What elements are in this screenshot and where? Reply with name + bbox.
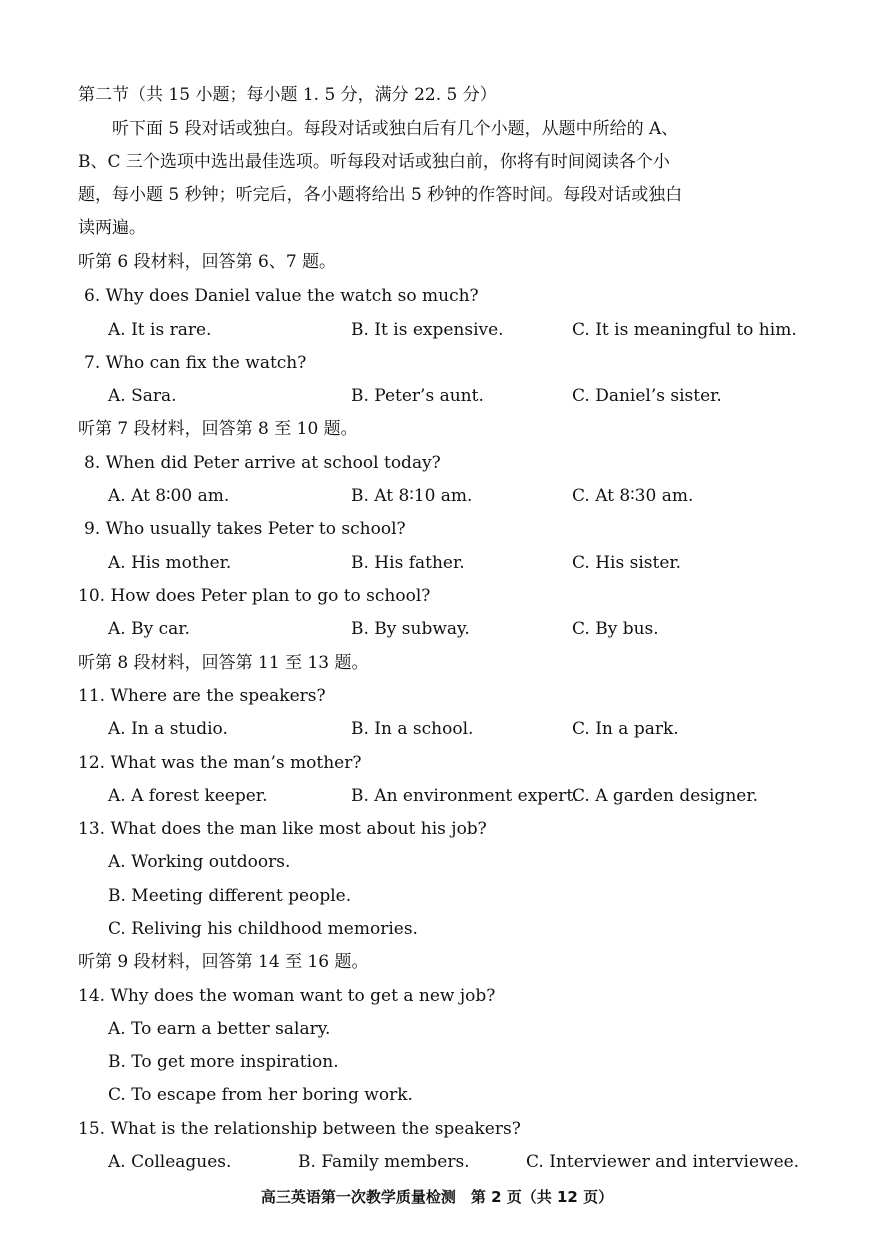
option-c: C. At 8∶30 am.: [572, 486, 694, 506]
option-b: B. In a school.: [351, 719, 474, 739]
option-c: C. Interviewer and interviewee.: [526, 1152, 800, 1172]
option-c: C. By bus.: [572, 619, 659, 639]
option-a: A. A forest keeper.: [108, 786, 268, 806]
option-c: C. It is meaningful to him.: [572, 320, 797, 340]
option-a: A. In a studio.: [108, 719, 228, 739]
option-b: B. Family members.: [298, 1152, 470, 1172]
option-b: B. It is expensive.: [351, 320, 504, 340]
page-footer: 高三英语第一次教学质量检测 第 2 页（共 12 页）: [260, 1188, 614, 1206]
option-a: A. Colleagues.: [108, 1152, 232, 1172]
option-c: C. His sister.: [572, 553, 682, 573]
option-c: C. Daniel’s sister.: [572, 386, 722, 406]
option-a: A. His mother.: [108, 553, 232, 573]
option-a: A. By car.: [108, 619, 190, 639]
option-a: A. It is rare.: [108, 320, 212, 340]
option-c: C. In a park.: [572, 719, 679, 739]
option-b: B. Peter’s aunt.: [351, 386, 484, 406]
option-a: A. Sara.: [108, 386, 177, 406]
option-c: C. A garden designer.: [572, 786, 758, 806]
option-a: A. At 8∶00 am.: [108, 486, 230, 506]
option-b: B. At 8∶10 am.: [351, 486, 473, 506]
option-b: B. By subway.: [351, 619, 470, 639]
option-b: B. His father.: [351, 553, 465, 573]
option-b: B. An environment expert.: [351, 786, 579, 806]
